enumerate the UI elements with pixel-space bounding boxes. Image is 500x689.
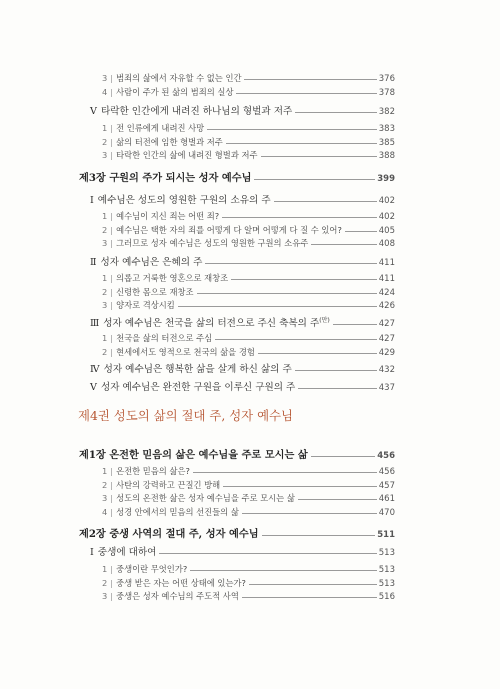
toc-row-chap xyxy=(79,526,395,540)
toc-entry-title xyxy=(79,446,308,461)
toc-entry-title xyxy=(102,122,204,134)
toc-row-sec xyxy=(90,380,395,393)
page-number: 516 xyxy=(378,592,395,602)
toc-entry-title xyxy=(102,590,239,602)
leader-line xyxy=(254,179,375,180)
separator-bar: | xyxy=(110,238,114,248)
toc-entry-title xyxy=(102,286,194,298)
separator-bar: | xyxy=(110,287,114,297)
item-number: 2 xyxy=(102,578,108,588)
item-number: 1 xyxy=(102,273,108,283)
item-text: 전 인류에게 내려진 사망 xyxy=(116,123,205,133)
toc-entry-title xyxy=(90,254,202,268)
page-number: 427 xyxy=(378,319,395,329)
section-numeral: V xyxy=(90,382,97,393)
separator-bar: | xyxy=(110,225,114,235)
leader-line xyxy=(311,456,376,457)
toc-entry-title xyxy=(102,479,220,491)
toc-row-item xyxy=(102,86,395,98)
item-text: 성도의 온전한 삶은 성자 예수님을 주로 모시는 삶 xyxy=(116,493,295,503)
separator-bar: | xyxy=(110,123,114,133)
chapter-text: 제1장 온전한 믿음의 삶은 예수님을 주로 모시는 삶 xyxy=(79,449,308,461)
separator-bar: | xyxy=(110,87,114,97)
leader-line xyxy=(345,231,377,232)
toc-entry-title xyxy=(79,525,259,540)
page-number: 456 xyxy=(378,467,395,477)
section-text: 성자 예수님은 천국을 삶의 터전으로 주신 축복의 주 xyxy=(103,318,320,329)
toc-entry-title xyxy=(90,544,156,558)
page-number: 513 xyxy=(378,579,395,589)
toc-entry-title xyxy=(102,86,233,98)
page-number: 457 xyxy=(378,481,395,491)
page-number: 378 xyxy=(378,88,395,98)
item-number: 4 xyxy=(102,507,108,517)
section-text: 예수님은 성도의 영원한 구원의 소유의 주 xyxy=(97,195,271,206)
separator-bar: | xyxy=(110,493,114,503)
toc-row-sec xyxy=(90,104,395,117)
toc-entry-title xyxy=(102,332,212,344)
item-number: 3 xyxy=(102,493,108,503)
item-text: 예수님이 지신 죄는 어떤 죄? xyxy=(116,211,220,221)
leader-line xyxy=(274,201,377,202)
leader-line xyxy=(333,324,377,325)
leader-line xyxy=(242,597,377,598)
toc-row-item xyxy=(102,479,395,491)
toc-entry-title xyxy=(90,315,330,329)
toc-entry-title xyxy=(102,210,219,222)
page-number: 437 xyxy=(378,383,395,393)
toc-entry-title xyxy=(102,577,246,589)
separator-bar: | xyxy=(110,466,114,476)
toc-row-item xyxy=(102,210,395,222)
item-text: 현세에서도 영적으로 천국의 삶을 경험 xyxy=(116,347,255,357)
item-number: 2 xyxy=(102,347,108,357)
toc-row-item xyxy=(102,72,395,84)
toc-row-item xyxy=(102,224,395,236)
item-text: 범죄의 삶에서 자유할 수 없는 인간 xyxy=(116,73,242,83)
leader-line xyxy=(222,217,377,218)
page-number: 427 xyxy=(378,334,395,344)
section-numeral: Ⅰ xyxy=(90,195,94,206)
separator-bar: | xyxy=(110,564,114,574)
toc-row-item xyxy=(102,346,395,358)
page-number: 470 xyxy=(378,508,395,518)
toc-entry-title xyxy=(102,492,295,504)
item-number: 1 xyxy=(102,466,108,476)
item-number: 4 xyxy=(102,87,108,97)
toc-row-sec xyxy=(90,255,395,268)
leader-line xyxy=(261,156,377,157)
leader-line xyxy=(223,486,377,487)
superscript-mark: (만) xyxy=(319,317,330,324)
toc-entry-title xyxy=(102,563,187,575)
toc-row-item xyxy=(102,286,395,298)
separator-bar: | xyxy=(110,73,114,83)
chapter-text: 제2장 중생 사역의 절대 주, 성자 예수님 xyxy=(79,528,259,540)
item-text: 예수님은 택한 자의 죄를 어떻게 다 알며 어떻게 다 질 수 있어? xyxy=(116,225,342,235)
page-number: 424 xyxy=(378,288,395,298)
separator-bar: | xyxy=(110,480,114,490)
toc-entry-title xyxy=(102,465,190,477)
separator-bar: | xyxy=(110,333,114,343)
item-text: 사람이 주가 된 삶의 범죄의 실상 xyxy=(116,87,234,97)
section-numeral: Ⅰ xyxy=(90,547,94,558)
item-text: 천국을 삶의 터전으로 주심 xyxy=(116,333,213,343)
toc-entry-title xyxy=(102,272,228,284)
separator-bar: | xyxy=(110,211,114,221)
page-number: 388 xyxy=(378,151,395,161)
toc-entry-title xyxy=(102,506,239,518)
toc-row-sec xyxy=(90,545,395,558)
separator-bar: | xyxy=(110,300,114,310)
toc-row-sec xyxy=(90,193,395,206)
item-number: 2 xyxy=(102,287,108,297)
toc-entry-title xyxy=(102,299,175,311)
separator-bar: | xyxy=(110,347,114,357)
separator-bar: | xyxy=(110,137,114,147)
leader-line xyxy=(242,513,377,514)
toc-entry-title xyxy=(90,192,271,206)
section-text: 중생에 대하여 xyxy=(97,547,157,558)
section-numeral: Ⅱ xyxy=(90,257,97,268)
section-text: 성자 예수님은 완전한 구원을 이루신 구원의 주 xyxy=(100,382,296,393)
page-number: 376 xyxy=(378,74,395,84)
leader-line xyxy=(249,584,377,585)
item-number: 1 xyxy=(102,211,108,221)
leader-line xyxy=(193,472,377,473)
chapter-text: 제3장 구원의 주가 되시는 성자 예수님 xyxy=(79,172,252,184)
toc-row-item xyxy=(102,122,395,134)
page-number: 402 xyxy=(378,196,395,206)
leader-line xyxy=(295,370,377,371)
item-text: 성경 안에서의 믿음의 선진들의 삶 xyxy=(116,507,239,517)
toc-row-sec xyxy=(90,316,395,329)
section-text: 타락한 인간에게 내려진 하나님의 형벌과 저주 xyxy=(100,106,293,117)
leader-line xyxy=(262,535,376,536)
separator-bar: | xyxy=(110,273,114,283)
leader-line xyxy=(226,143,377,144)
toc-entry-title xyxy=(102,149,258,161)
item-text: 타락한 인간의 삶에 내려진 형벌과 저주 xyxy=(116,150,258,160)
page-number: 426 xyxy=(378,301,395,311)
leader-line xyxy=(298,499,377,500)
item-text: 온전한 믿음의 삶은? xyxy=(116,466,190,476)
page-number: 429 xyxy=(378,348,395,358)
leader-line xyxy=(311,244,377,245)
toc-row-item xyxy=(102,237,395,249)
page-number: 456 xyxy=(377,451,395,461)
item-text: 중생 받은 자는 어떤 상태에 있는가? xyxy=(116,578,246,588)
page-number: 411 xyxy=(378,258,395,268)
toc-row-item xyxy=(102,272,395,284)
toc-row-item xyxy=(102,577,395,589)
toc-entry-title xyxy=(90,379,295,393)
section-numeral: V xyxy=(90,106,97,117)
item-number: 2 xyxy=(102,225,108,235)
item-text: 삶의 터전에 임한 형벌과 저주 xyxy=(116,137,223,147)
toc-row-item xyxy=(102,563,395,575)
item-text: 중생은 성자 예수님의 주도적 사역 xyxy=(116,591,239,601)
part-heading: 제4권 성도의 삶의 절대 주, 성자 예수님 xyxy=(78,408,293,423)
toc-row-item xyxy=(102,332,395,344)
item-number: 3 xyxy=(102,300,108,310)
toc-entry-title xyxy=(102,136,223,148)
page-number: 511 xyxy=(377,530,395,540)
item-number: 2 xyxy=(102,480,108,490)
separator-bar: | xyxy=(110,591,114,601)
toc-row-item xyxy=(102,590,395,602)
toc-entry-title xyxy=(90,103,292,117)
separator-bar: | xyxy=(110,150,114,160)
item-number: 3 xyxy=(102,73,108,83)
item-number: 3 xyxy=(102,591,108,601)
toc-row-chap xyxy=(79,447,395,461)
item-number: 3 xyxy=(102,238,108,248)
toc-entry-title xyxy=(79,169,251,184)
toc-row-item xyxy=(102,492,395,504)
page-number: 402 xyxy=(378,212,395,222)
leader-line xyxy=(159,553,376,554)
separator-bar: | xyxy=(110,578,114,588)
page-number: 461 xyxy=(378,494,395,504)
leader-line xyxy=(197,293,377,294)
leader-line xyxy=(190,570,377,571)
toc-row-item xyxy=(102,465,395,477)
leader-line xyxy=(244,79,376,80)
item-number: 1 xyxy=(102,123,108,133)
toc-entry-title xyxy=(102,346,255,358)
section-text: 성자 예수님은 은혜의 주 xyxy=(100,257,203,268)
leader-line xyxy=(236,93,376,94)
toc-entry-title xyxy=(102,72,241,84)
leader-line xyxy=(178,306,377,307)
item-number: 1 xyxy=(102,333,108,343)
item-number: 1 xyxy=(102,564,108,574)
item-text: 중생이란 무엇인가? xyxy=(116,564,188,574)
item-number: 3 xyxy=(102,150,108,160)
section-text: 성자 예수님은 행복한 삶을 살게 하신 삶의 주 xyxy=(103,364,292,375)
section-numeral: Ⅳ xyxy=(90,364,100,375)
leader-line xyxy=(205,263,376,264)
toc-row-item xyxy=(102,506,395,518)
page-number: 383 xyxy=(378,124,395,134)
section-numeral: Ⅲ xyxy=(90,318,100,329)
item-number: 2 xyxy=(102,137,108,147)
separator-bar: | xyxy=(110,507,114,517)
page-number: 385 xyxy=(378,138,395,148)
page-number: 408 xyxy=(378,239,395,249)
toc-row-sec xyxy=(90,362,395,375)
leader-line xyxy=(207,129,377,130)
toc-row-item xyxy=(102,149,395,161)
page-number: 399 xyxy=(377,174,395,184)
leader-line xyxy=(295,112,376,113)
leader-line xyxy=(258,353,377,354)
page-number: 432 xyxy=(378,365,395,375)
toc-entry-title xyxy=(102,224,342,236)
leader-line xyxy=(215,339,377,340)
toc-entry-title xyxy=(90,361,292,375)
page-number: 411 xyxy=(378,274,395,284)
leader-line xyxy=(298,388,376,389)
page-number: 513 xyxy=(378,565,395,575)
item-text: 그러므로 성자 예수님은 성도의 영원한 구원의 소유주 xyxy=(116,238,309,248)
toc-row-chap xyxy=(79,170,395,184)
toc-row-item xyxy=(102,299,395,311)
item-text: 양자로 격상시킴 xyxy=(116,300,175,310)
item-text: 의롭고 거룩한 영혼으로 재창조 xyxy=(116,273,229,283)
page-number: 513 xyxy=(378,548,395,558)
toc-entry-title xyxy=(102,237,308,249)
page-number: 382 xyxy=(378,107,395,117)
toc-row-item xyxy=(102,136,395,148)
item-text: 신령한 몸으로 재창조 xyxy=(116,287,194,297)
item-text: 사탄의 강력하고 끈질긴 방해 xyxy=(116,480,221,490)
page-number: 405 xyxy=(378,226,395,236)
leader-line xyxy=(231,279,377,280)
